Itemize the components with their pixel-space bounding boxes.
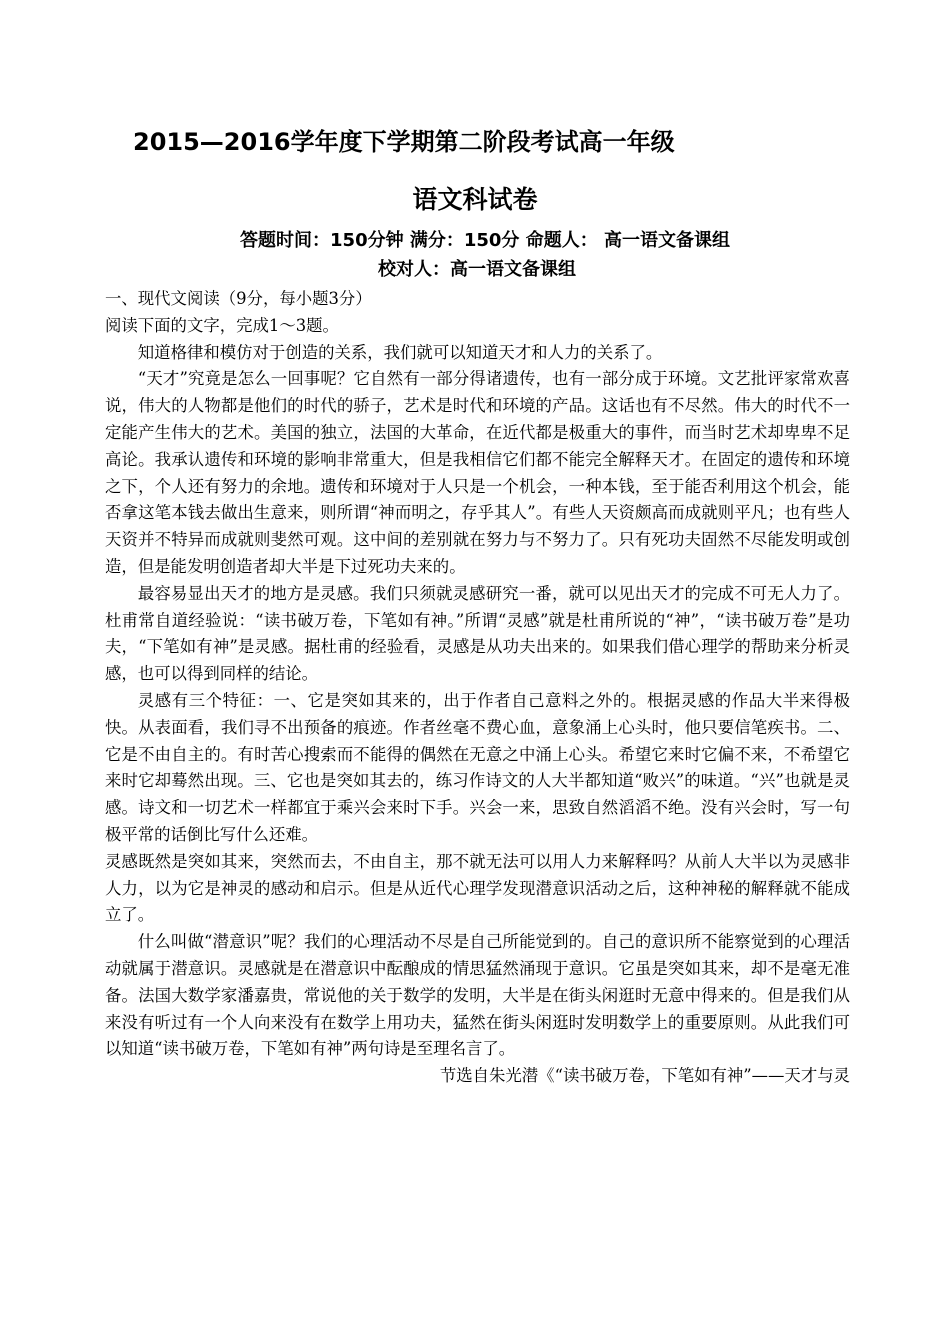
- paragraph-4: 灵感有三个特征：一、它是突如其来的，出于作者自己意料之外的。根据灵感的作品大半来得极快。从表面看，我们寻不出预备的痕迹。作者丝毫不费心血，意象涌上心头时，他只要信笔疾书。二、它是不由自主的。有时苦心搜索而不能得的偶然在无意之中涌上心头。希望它来时它偏不来，不希望它来时它却蓦然出现。三、它也是突如其去的，练习作诗文的人大半都知道“败兴”的味道。“兴”也就是灵感。诗文和一切艺术一样都宜于乘兴会来时下手。兴会一来，思致自然滔滔不绝。没有兴会时，写一句极平常的话倒比写什么还难。: [105, 690, 850, 844]
- paragraph-5: 灵感既然是突如其来，突然而去，不由自主，那不就无法可以用人力来解释吗？从前人大半以为灵感非人力，以为它是神灵的感动和启示。但是从近代心理学发现潜意识活动之后，这种神秘的解释就不能成立了。: [105, 851, 850, 925]
- exam-title: 2015—2016学年度下学期第二阶段考试高一年级: [133, 128, 675, 156]
- reading-section: [105, 286, 850, 1090]
- proofreader-line: 校对人：高一语文备课组: [378, 259, 576, 280]
- paragraph-6: 什么叫做“潜意识”呢？我们的心理活动不尽是自己所能觉到的。自己的意识所不能察觉到的心理活动就属于潜意识。灵感就是在潜意识中酝酿成的情思猛然涌现于意识。它虽是突如其来，却不是毫无准备。法国大数学家潘嘉贵，常说他的关于数学的发明，大半是在街头闲逛时无意中得来的。但是我们从来没有听过有一个人向来没有在数学上用功夫，猛然在街头闲逛时发明数学上的重要原则。从此我们可以知道“读书破万卷，下笔如有神”两句诗是至理名言了。: [105, 932, 850, 1059]
- exam-meta-line: 答题时间：150分钟 满分：150分 命题人： 高一语文备课组: [240, 230, 730, 251]
- section-heading: 一、现代文阅读（9分，每小题3分）: [105, 289, 372, 308]
- section-instruction: 阅读下面的文字，完成1～3题。: [105, 315, 339, 335]
- paragraph-1: 知道格律和模仿对于创造的关系，我们就可以知道天才和人力的关系了。: [137, 342, 663, 362]
- source-citation: 节选自朱光潜《“读书破万卷，下笔如有神”——天才与灵: [439, 1066, 850, 1086]
- exam-subtitle: 语文科试卷: [412, 185, 538, 214]
- paragraph-2: “天才”究竟是怎么一回事呢？它自然有一部分得诸遗传，也有一部分成于环境。文艺批评家常欢喜说，伟大的人物都是他们的时代的骄子，艺术是时代和环境的产品。这话也有不尽然。伟大的时代不一定能产生伟大的艺术。美国的独立，法国的大革命，在近代都是极重大的事件，而当时艺术却卑卑不足高论。我承认遗传和环境的影响非常重大，但是我相信它们都不能完全解释天才。在固定的遗传和环境之下，个人还有努力的余地。遗传和环境对于人只是一个机会，一种本钱，至于能否利用这个机会，能否拿这笔本钱去做出生意来，则所谓“神而明之，存乎其人”。有些人天资颇高而成就则平凡；也有些人天资并不特异而成就则斐然可观。这中间的差别就在努力与不努力了。只有死功夫固然不尽能发明或创造，但是能发明创造者却大半是下过死功夫来的。: [105, 369, 850, 576]
- paragraph-3: 最容易显出天才的地方是灵感。我们只须就灵感研究一番，就可以见出天才的完成不可无人力了。杜甫常自道经验说：“读书破万卷，下笔如有神。”所谓“灵感”就是杜甫所说的“神”，“读书破万卷”是功夫，“下笔如有神”是灵感。据杜甫的经验看，灵感是从功夫出来的。如果我们借心理学的帮助来分析灵感，也可以得到同样的结论。: [105, 583, 850, 684]
